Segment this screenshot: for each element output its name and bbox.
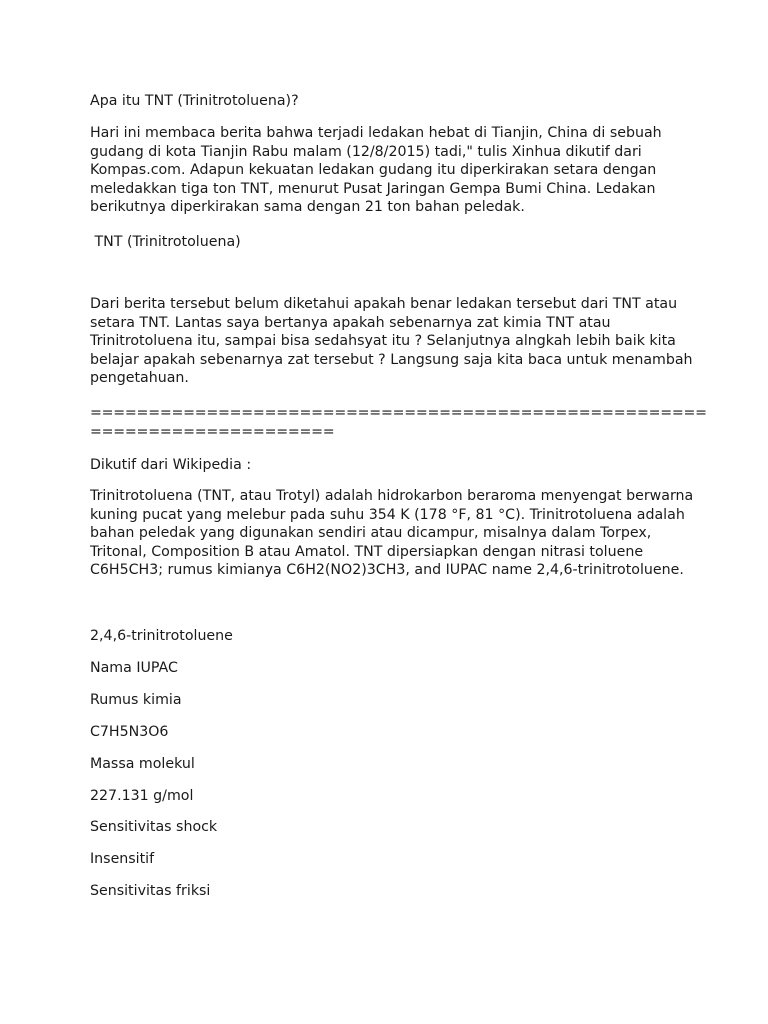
paragraph-line: belajar apakah sebenarnya zat tersebut ? Langsung saja kita baca untuk menambah [90, 351, 693, 368]
info-formula-label: Rumus kimia [90, 692, 182, 708]
paragraph-line: Trinitrotoluena itu, sampai bisa sedahsyat itu ? Selanjutnya alngkah lebih baik kita [90, 333, 676, 349]
paragraph-news [90, 124, 662, 217]
paragraph-line: Kompas.com. Adapun kekuatan ledakan gudang itu diperkirakan setara dengan [90, 162, 657, 178]
paragraph-line: Tritonal, Composition B atau Amatol. TNT dipersiapkan dengan nitrasi toluene [90, 543, 644, 560]
info-shock-sensitivity-value: Insensitif [90, 851, 155, 867]
paragraph-line: Hari ini membaca berita bahwa terjadi ledakan hebat di Tianjin, China di sebuah [90, 125, 662, 141]
paragraph-line: berikutnya diperkirakan sama dengan 21 ton bahan peledak. [90, 199, 525, 215]
paragraph-line: setara TNT. Lantas saya bertanya apakah sebenarnya zat kimia TNT atau [90, 314, 611, 331]
separator-row: ===================================================== [90, 405, 707, 421]
info-iupac-label: Nama IUPAC [90, 660, 178, 676]
info-molar-mass-label: Massa molekul [90, 756, 195, 772]
separator-line [90, 404, 707, 441]
paragraph-wikipedia [90, 487, 693, 580]
paragraph-line: meledakkan tiga ton TNT, menurut Pusat Jaringan Gempa Bumi China. Ledakan [90, 180, 656, 197]
info-friction-sensitivity-label: Sensitivitas friksi [90, 883, 211, 899]
separator-row: ===================== [90, 423, 335, 440]
info-molar-mass-value: 227.131 g/mol [90, 788, 194, 804]
paragraph-line: kuning pucat yang melebur pada suhu 354 K (178 °F, 81 °C). Trinitrotoluena adalah [90, 506, 685, 523]
paragraph-line: bahan peledak yang digunakan sendiri atau dicampur, misalnya dalam Torpex, [90, 525, 652, 541]
paragraph-line: pengetahuan. [90, 370, 189, 386]
info-shock-sensitivity-label: Sensitivitas shock [90, 819, 218, 835]
paragraph-line: C6H5CH3; rumus kimianya C6H2(NO2)3CH3, and IUPAC name 2,4,6-trinitrotoluene. [90, 562, 684, 578]
document-title: Apa itu TNT (Trinitrotoluena)? [90, 93, 299, 109]
info-compound-name: 2,4,6-trinitrotoluene [90, 628, 233, 644]
paragraph-line: Trinitrotoluena (TNT, atau Trotyl) adalah hidrokarbon beraroma menyengat berwarna [90, 488, 694, 504]
source-label: Dikutif dari Wikipedia : [90, 457, 252, 473]
paragraph-line: Dari berita tersebut belum diketahui apakah benar ledakan tersebut dari TNT atau [90, 296, 678, 312]
image-caption: TNT (Trinitrotoluena) [90, 234, 241, 250]
info-formula-value: C7H5N3O6 [90, 724, 169, 740]
paragraph-question [90, 295, 693, 388]
paragraph-line: gudang di kota Tianjin Rabu malam (12/8/2015) tadi," tulis Xinhua dikutif dari [90, 143, 642, 160]
